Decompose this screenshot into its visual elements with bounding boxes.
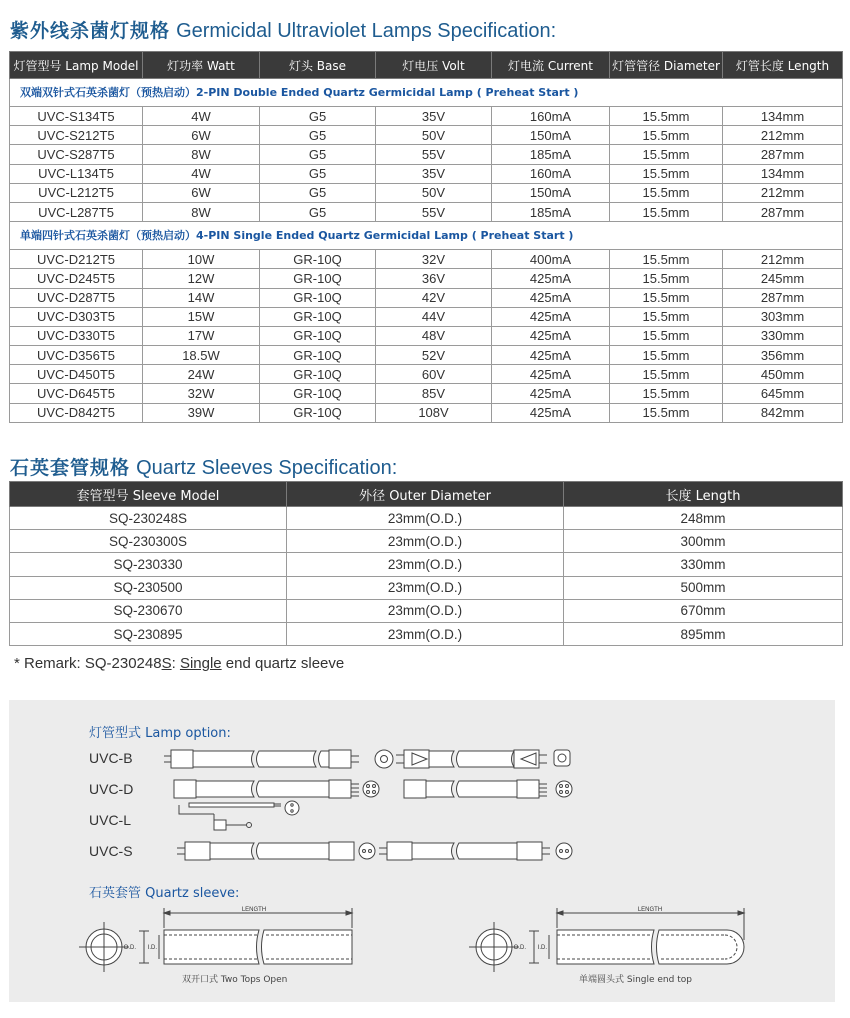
sleeve-table-header-row [10, 482, 843, 507]
table-cell: 23mm(O.D.) [287, 622, 564, 645]
table-cell: 85V [376, 384, 492, 403]
table-cell: UVC-D450T5 [10, 365, 143, 384]
table-cell: 23mm(O.D.) [287, 507, 564, 530]
table-cell: 15.5mm [610, 307, 723, 326]
lamp-drawing-uvc-d [174, 780, 572, 798]
remark-prefix: * Remark: SQ-230248 [14, 655, 162, 672]
lamp-table-header: 灯管管径 Diameter [610, 52, 723, 79]
table-row [10, 288, 843, 307]
table-row [10, 530, 843, 553]
table-cell: UVC-D245T5 [10, 269, 143, 288]
table-cell: 6W [143, 126, 260, 145]
table-row [10, 599, 843, 622]
lamp-table-header-row [10, 52, 843, 79]
table-cell: 36V [376, 269, 492, 288]
table-cell: 50V [376, 126, 492, 145]
table-cell: 15W [143, 307, 260, 326]
table-cell: UVC-D842T5 [10, 403, 143, 422]
table-cell: 425mA [492, 307, 610, 326]
lamp-table-header: 灯管长度 Length [723, 52, 843, 79]
table-cell: UVC-D303T5 [10, 307, 143, 326]
table-cell: 134mm [723, 164, 843, 183]
table-cell: GR-10Q [260, 346, 376, 365]
table-cell: 303mm [723, 307, 843, 326]
table-row [10, 183, 843, 202]
table-cell: 15.5mm [610, 288, 723, 307]
lamp-option-title: 灯管型式 Lamp option: [89, 726, 231, 741]
table-cell: 212mm [723, 250, 843, 269]
table-row [10, 307, 843, 326]
table-cell: 185mA [492, 145, 610, 164]
table-cell: 108V [376, 403, 492, 422]
table-cell: 24W [143, 365, 260, 384]
table-row [10, 326, 843, 345]
table-cell: 32V [376, 250, 492, 269]
table-cell: 4W [143, 164, 260, 183]
table-row [10, 622, 843, 645]
table-cell: 287mm [723, 288, 843, 307]
table-cell: UVC-D287T5 [10, 288, 143, 307]
table-cell: 895mm [564, 622, 843, 645]
table-cell: 287mm [723, 202, 843, 221]
sleeve-caption-two-tops: 双开口式 Two Tops Open [182, 975, 288, 985]
table-cell: 55V [376, 202, 492, 221]
sleeve-table-header: 套管型号 Sleeve Model [10, 482, 287, 507]
table-cell: 35V [376, 164, 492, 183]
table-cell: 10W [143, 250, 260, 269]
lamp-type-label: UVC-L [89, 812, 132, 828]
lamp-group-label: 双端双针式石英杀菌灯（预热启动）2-PIN Double Ended Quartz Germicidal Lamp ( Preheat Start ) [10, 79, 843, 107]
table-cell: UVC-D330T5 [10, 326, 143, 345]
table-cell: 425mA [492, 346, 610, 365]
table-cell: 212mm [723, 183, 843, 202]
sleeve-drawing-single-end-top [469, 908, 744, 972]
table-cell: GR-10Q [260, 269, 376, 288]
lamp-table-header: 灯头 Base [260, 52, 376, 79]
table-cell: 150mA [492, 183, 610, 202]
table-cell: 23mm(O.D.) [287, 576, 564, 599]
table-cell: 425mA [492, 384, 610, 403]
table-cell: 425mA [492, 365, 610, 384]
table-cell: 35V [376, 107, 492, 126]
table-cell: 18.5W [143, 346, 260, 365]
remark-note [14, 655, 344, 672]
table-cell: 15.5mm [610, 202, 723, 221]
table-cell: SQ-230330 [10, 553, 287, 576]
table-cell: 300mm [564, 530, 843, 553]
table-cell: GR-10Q [260, 250, 376, 269]
table-cell: SQ-230248S [10, 507, 287, 530]
sleeve-section-title [10, 453, 397, 480]
table-cell: 330mm [564, 553, 843, 576]
table-cell: 185mA [492, 202, 610, 221]
table-cell: 425mA [492, 403, 610, 422]
od-dim-label: O.D. [123, 945, 136, 951]
table-cell: 6W [143, 183, 260, 202]
table-cell: G5 [260, 145, 376, 164]
table-cell: SQ-230895 [10, 622, 287, 645]
table-row [10, 107, 843, 126]
table-cell: G5 [260, 107, 376, 126]
table-cell: 425mA [492, 326, 610, 345]
table-cell: UVC-L212T5 [10, 183, 143, 202]
table-cell: 39W [143, 403, 260, 422]
id-dim-label: I.D. [147, 945, 157, 951]
table-cell: 150mA [492, 126, 610, 145]
lamp-type-label: UVC-S [89, 843, 133, 859]
table-cell: UVC-L287T5 [10, 202, 143, 221]
sleeve-table-header: 长度 Length [564, 482, 843, 507]
table-cell: GR-10Q [260, 288, 376, 307]
table-cell: 15.5mm [610, 250, 723, 269]
sleeve-title-cn: 石英套管规格 [10, 457, 131, 479]
table-cell: UVC-D212T5 [10, 250, 143, 269]
lamp-title-en: Germicidal Ultraviolet Lamps Specification: [176, 20, 557, 42]
lamp-table-header: 灯电压 Volt [376, 52, 492, 79]
table-cell: 60V [376, 365, 492, 384]
table-cell: 356mm [723, 346, 843, 365]
table-cell: 330mm [723, 326, 843, 345]
table-cell: 248mm [564, 507, 843, 530]
table-cell: 15.5mm [610, 365, 723, 384]
table-cell: 48V [376, 326, 492, 345]
table-cell: SQ-230300S [10, 530, 287, 553]
lamp-table-header: 灯功率 Watt [143, 52, 260, 79]
lamp-group-row [10, 79, 843, 107]
table-cell: SQ-230500 [10, 576, 287, 599]
table-cell: GR-10Q [260, 365, 376, 384]
table-cell: G5 [260, 126, 376, 145]
lamp-table-header: 灯管型号 Lamp Model [10, 52, 143, 79]
table-cell: 15.5mm [610, 269, 723, 288]
table-cell: 12W [143, 269, 260, 288]
table-cell: 23mm(O.D.) [287, 553, 564, 576]
table-row [10, 553, 843, 576]
table-row [10, 403, 843, 422]
table-cell: 14W [143, 288, 260, 307]
table-cell: UVC-S134T5 [10, 107, 143, 126]
table-cell: 450mm [723, 365, 843, 384]
lamp-group-label: 单端四针式石英杀菌灯（预热启动）4-PIN Single Ended Quartz Germicidal Lamp ( Preheat Start ) [10, 222, 843, 250]
table-cell: 8W [143, 202, 260, 221]
table-row [10, 250, 843, 269]
table-cell: 15.5mm [610, 164, 723, 183]
table-cell: UVC-S212T5 [10, 126, 143, 145]
table-cell: 425mA [492, 288, 610, 307]
table-cell: GR-10Q [260, 403, 376, 422]
table-cell: UVC-L134T5 [10, 164, 143, 183]
table-row [10, 384, 843, 403]
table-cell: 842mm [723, 403, 843, 422]
id-dim-label: I.D. [537, 945, 547, 951]
sleeve-spec-table [9, 481, 843, 646]
remark-colon: : [171, 655, 180, 672]
lamp-group-row [10, 222, 843, 250]
table-row [10, 164, 843, 183]
table-cell: UVC-D645T5 [10, 384, 143, 403]
table-cell: UVC-D356T5 [10, 346, 143, 365]
quartz-sleeve-title: 石英套管 Quartz sleeve: [89, 886, 240, 901]
table-row [10, 269, 843, 288]
lamp-title-cn: 紫外线杀菌灯规格 [10, 20, 171, 42]
table-cell: 17W [143, 326, 260, 345]
sleeve-caption-single-end: 单端圆头式 Single end top [579, 975, 692, 985]
od-dim-label: O.D. [513, 945, 526, 951]
table-cell: G5 [260, 183, 376, 202]
table-cell: 212mm [723, 126, 843, 145]
table-cell: SQ-230670 [10, 599, 287, 622]
table-cell: GR-10Q [260, 384, 376, 403]
remark-emphasis: Single [179, 655, 222, 672]
table-cell: 15.5mm [610, 183, 723, 202]
table-cell: G5 [260, 202, 376, 221]
table-cell: 645mm [723, 384, 843, 403]
diagram-panel [9, 700, 835, 1002]
table-cell: 15.5mm [610, 126, 723, 145]
lamp-type-label: UVC-B [89, 750, 133, 766]
table-cell: 160mA [492, 107, 610, 126]
lamp-type-label: UVC-D [89, 781, 134, 797]
sleeve-title-en: Quartz Sleeves Specification: [136, 457, 398, 479]
table-cell: 287mm [723, 145, 843, 164]
table-row [10, 365, 843, 384]
table-cell: 160mA [492, 164, 610, 183]
table-row [10, 346, 843, 365]
lamp-drawing-uvc-s [177, 842, 572, 860]
table-row [10, 507, 843, 530]
table-row [10, 202, 843, 221]
table-cell: 15.5mm [610, 384, 723, 403]
table-cell: UVC-S287T5 [10, 145, 143, 164]
lamp-sleeve-drawings [9, 700, 835, 1002]
table-cell: 32W [143, 384, 260, 403]
table-row [10, 576, 843, 599]
table-cell: 400mA [492, 250, 610, 269]
table-cell: 8W [143, 145, 260, 164]
length-dim-label: LENGTH [241, 907, 267, 913]
sleeve-table-header: 外径 Outer Diameter [287, 482, 564, 507]
sleeve-drawing-two-tops-open [79, 908, 352, 972]
table-cell: 15.5mm [610, 326, 723, 345]
table-row [10, 126, 843, 145]
remark-rest: end quartz sleeve [221, 655, 345, 672]
table-row [10, 145, 843, 164]
table-cell: 15.5mm [610, 346, 723, 365]
table-cell: 670mm [564, 599, 843, 622]
table-cell: 15.5mm [610, 145, 723, 164]
table-cell: 245mm [723, 269, 843, 288]
table-cell: G5 [260, 164, 376, 183]
table-cell: 23mm(O.D.) [287, 530, 564, 553]
lamp-section-title [10, 16, 556, 43]
lamp-table-header: 灯电流 Current [492, 52, 610, 79]
remark-suffix-letter: S [161, 655, 172, 672]
lamp-spec-table [9, 51, 843, 423]
table-cell: GR-10Q [260, 307, 376, 326]
table-cell: 425mA [492, 269, 610, 288]
lamp-drawing-uvc-l [179, 801, 299, 830]
table-cell: 15.5mm [610, 403, 723, 422]
length-dim-label: LENGTH [637, 907, 663, 913]
table-cell: 55V [376, 145, 492, 164]
table-cell: 44V [376, 307, 492, 326]
table-cell: GR-10Q [260, 326, 376, 345]
table-cell: 42V [376, 288, 492, 307]
table-cell: 15.5mm [610, 107, 723, 126]
table-cell: 52V [376, 346, 492, 365]
table-cell: 4W [143, 107, 260, 126]
table-cell: 500mm [564, 576, 843, 599]
table-cell: 134mm [723, 107, 843, 126]
table-cell: 23mm(O.D.) [287, 599, 564, 622]
lamp-drawing-uvc-b [164, 750, 570, 768]
table-cell: 50V [376, 183, 492, 202]
